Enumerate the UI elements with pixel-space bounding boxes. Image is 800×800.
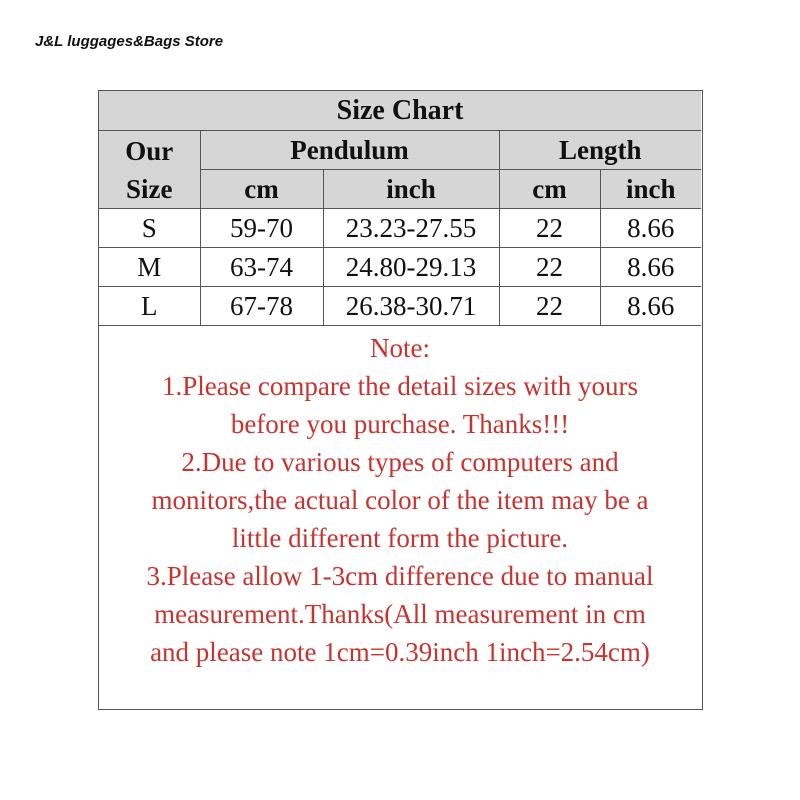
notes-section xyxy=(99,329,701,671)
length-cm-cell: 22 xyxy=(499,287,600,326)
pendulum-inch-header: inch xyxy=(323,170,499,209)
size-cell: M xyxy=(99,248,200,287)
length-cm-cell: 22 xyxy=(499,209,600,248)
note-heading: Note: xyxy=(370,333,430,363)
size-cell: S xyxy=(99,209,200,248)
note-line: 3.Please allow 1-3cm difference due to manual xyxy=(146,561,654,591)
note-line: monitors,the actual color of the item may be a xyxy=(151,485,649,515)
group-header-row xyxy=(99,131,701,170)
length-cm-cell: 22 xyxy=(499,248,600,287)
pendulum-cm-cell: 63-74 xyxy=(200,248,323,287)
note-line: before you purchase. Thanks!!! xyxy=(230,409,570,439)
pendulum-cm-header: cm xyxy=(200,170,323,209)
pendulum-header: Pendulum xyxy=(200,131,499,170)
size-chart xyxy=(98,90,703,710)
note-line: 2.Due to various types of computers and xyxy=(181,447,619,477)
pendulum-inch-cell: 24.80-29.13 xyxy=(323,248,499,287)
store-name: J&L luggages&Bags Store xyxy=(35,33,224,50)
size-table xyxy=(99,91,701,326)
size-label: Size xyxy=(126,173,173,204)
our-size-header xyxy=(99,131,200,209)
pendulum-inch-cell: 23.23-27.55 xyxy=(323,209,499,248)
table-row xyxy=(99,248,701,287)
our-label: Our xyxy=(125,135,174,166)
length-inch-cell: 8.66 xyxy=(600,287,701,326)
pendulum-inch-cell: 26.38-30.71 xyxy=(323,287,499,326)
length-cm-header: cm xyxy=(499,170,600,209)
size-cell: L xyxy=(99,287,200,326)
note-line: and please note 1cm=0.39inch 1inch=2.54cm) xyxy=(150,637,650,667)
length-inch-cell: 8.66 xyxy=(600,209,701,248)
note-line: little different form the picture. xyxy=(231,523,569,553)
length-inch-cell: 8.66 xyxy=(600,248,701,287)
length-inch-header: inch xyxy=(600,170,701,209)
note-line: measurement.Thanks(All measurement in cm xyxy=(154,599,646,629)
pendulum-cm-cell: 59-70 xyxy=(200,209,323,248)
pendulum-cm-cell: 67-78 xyxy=(200,287,323,326)
table-row xyxy=(99,209,701,248)
note-line: 1.Please compare the detail sizes with yours xyxy=(161,371,639,401)
title-row xyxy=(99,91,701,131)
table-row xyxy=(99,287,701,326)
chart-title: Size Chart xyxy=(99,91,701,131)
length-header: Length xyxy=(499,131,701,170)
